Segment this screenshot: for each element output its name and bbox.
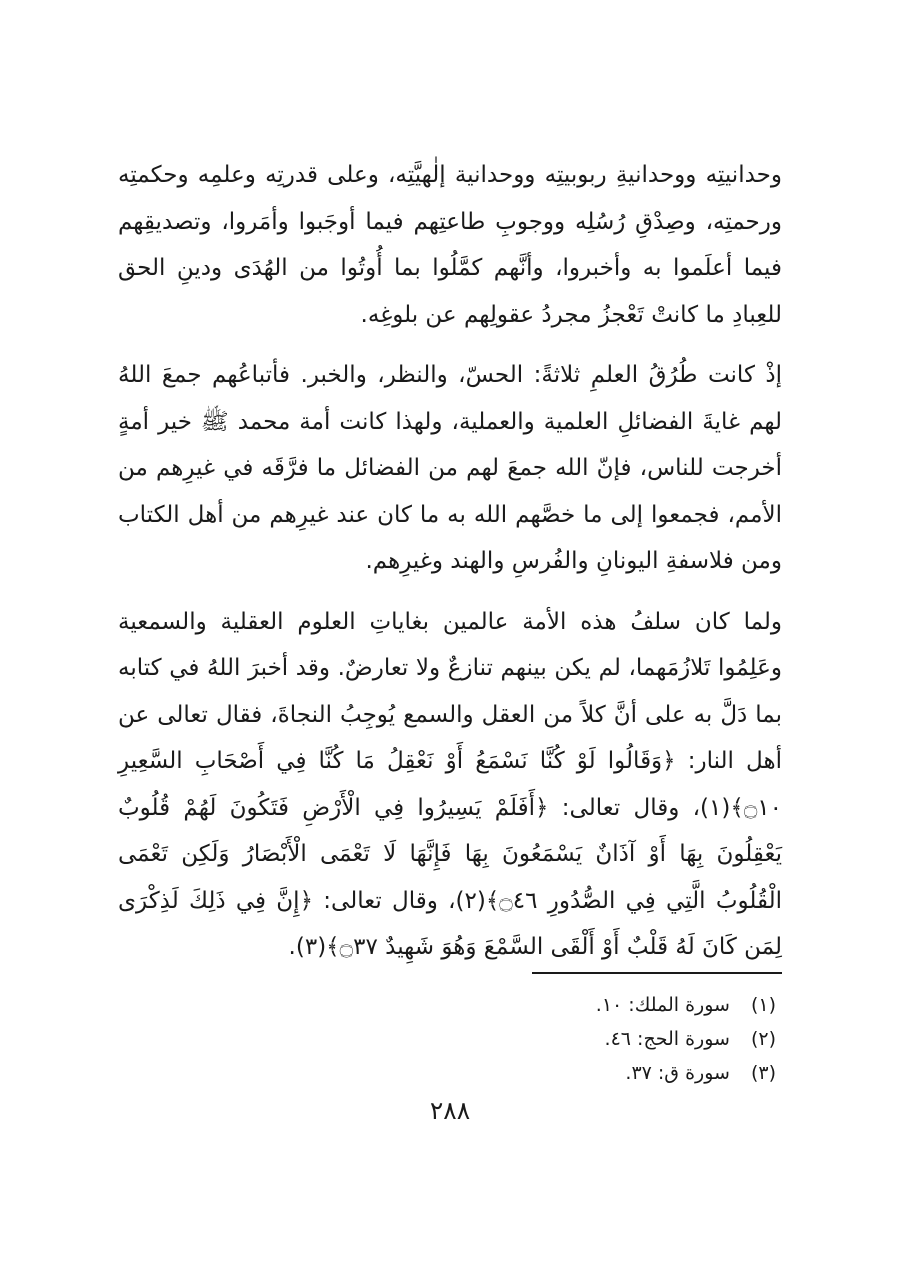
footnote-2 <box>118 1022 782 1056</box>
footnote-3-number: (٣) <box>750 1062 776 1084</box>
footnote-2-text: سورة الحج: ٤٦. <box>604 1028 730 1050</box>
footnote-3-text: سورة ق: ٣٧. <box>625 1062 730 1084</box>
footnote-2-number: (٢) <box>750 1028 776 1050</box>
body-paragraph-3: ولما كان سلفُ هذه الأمة عالمين بغاياتِ العلوم العقلية والسمعية وعَلِمُوا تَلازُمَهما، لم يكن بينهم تنازعٌ ولا تعارضٌ. وقد أخبرَ اللهُ في كتابه بما دَلَّ به على أنَّ كلاً من العقل والسمع يُوجِبُ النجاةَ، فقال تعالى عن أهل النار: ﴿وَقَالُوا لَوْ كُنَّا نَسْمَعُ أَوْ نَعْقِلُ مَا كُنَّا فِي أَصْحَابِ السَّعِيرِ ۝١٠﴾(١)، وقال تعالى: ﴿أَفَلَمْ يَسِيرُوا فِي الْأَرْضِ فَتَكُونَ لَهُمْ قُلُوبٌ يَعْقِلُونَ بِهَا أَوْ آذَانٌ يَسْمَعُونَ بِهَا فَإِنَّهَا لَا تَعْمَى الْأَبْصَارُ وَلَكِن تَعْمَى الْقُلُوبُ الَّتِي فِي الصُّدُورِ ۝٤٦﴾(٢)، وقال تعالى: ﴿إِنَّ فِي ذَلِكَ لَذِكْرَى لِمَن كَانَ لَهُ قَلْبٌ أَوْ أَلْقَى السَّمْعَ وَهُوَ شَهِيدٌ ۝٣٧﴾(٣). <box>118 608 783 960</box>
page-number: ٢٨٨ <box>429 1096 471 1125</box>
footnotes <box>118 972 782 1090</box>
footnote-1-text: سورة الملك: ١٠. <box>595 994 730 1016</box>
footnote-1 <box>118 988 782 1022</box>
page-body <box>118 152 782 971</box>
body-paragraph-2: إذْ كانت طُرُقُ العلمِ ثلاثةً: الحسّ، والنظر، والخبر. فأتباعُهم جمعَ اللهُ لهم غايةَ الفضائلِ العلمية والعملية، ولهذا كانت أمة محمد ﷺ خير أمةٍ أخرجت للناس، فإنّ الله جمعَ لهم من الفضائل ما فرَّقَه في غيرِهم من الأمم، فجمعوا إلى ما خصَّهم الله به ما كان عند غيرِهم من أهل الكتاب ومن فلاسفةِ اليونانِ والفُرسِ والهند وغيرِهم. <box>118 362 782 574</box>
footnote-divider <box>532 972 782 974</box>
footnote-3 <box>118 1056 782 1090</box>
footnote-1-number: (١) <box>750 994 776 1016</box>
body-paragraph-1: وحدانيتِه ووحدانيةِ ربوبيتِه ووحدانية إلٰهيَّتِه، وعلى قدرتِه وعلمِه وحكمتِه ورحمتِه، وصِدْقِ رُسُلِه ووجوبِ طاعتِهم فيما أوجَبوا وأمَروا، وتصديقِهم فيما أعلَموا به وأخبروا، وأنَّهم كمَّلُوا بما أُوتُوا من الهُدَى ودينِ الحق للعِبادِ ما كانتْ تَعْجزُ مجردُ عقولِهم عن بلوغِه. <box>118 162 782 328</box>
